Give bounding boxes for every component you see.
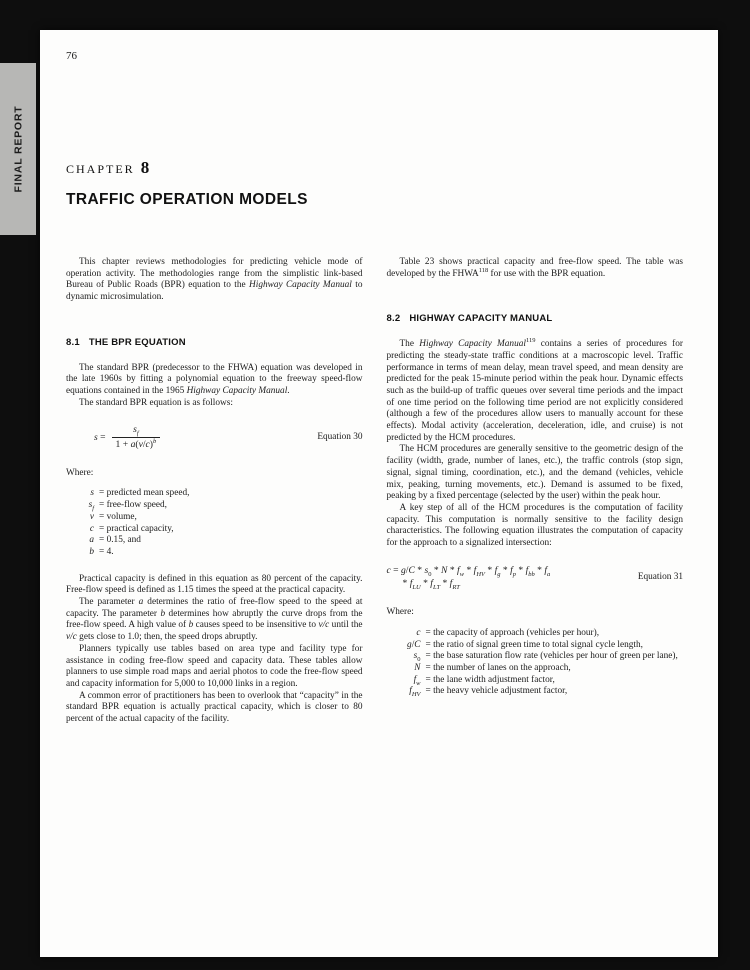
paragraph-parameters: The parameter a determines the ratio of free-flow speed to the speed at capacity. The parameter b determines how abruptly the curve drops from the free-flow speed. A high value of b causes speed to be insensitive to v/c until the v/c gets close to 1.0; then, the speed drops abruptly. bbox=[66, 597, 363, 643]
section-heading-8-2 bbox=[387, 313, 684, 325]
definition-term: c bbox=[416, 627, 421, 638]
definition-row bbox=[74, 524, 363, 536]
section-number: 8.1 bbox=[66, 336, 80, 348]
definition-text: = the base saturation flow rate (vehicles per hour of green per lane), bbox=[425, 651, 678, 662]
equation-30-body bbox=[66, 424, 317, 450]
paragraph-intro: This chapter reviews methodologies for predicting vehicle mode of operation activity. The methodologies range from the simplistic link-based Bureau of Public Roads (BPR) equation to the Highway Capacity Manual to dynamic microsimulation. bbox=[66, 257, 363, 303]
definition-term: g/C bbox=[407, 639, 421, 650]
definition-term: s bbox=[90, 488, 94, 499]
definition-row bbox=[74, 488, 363, 500]
equation-30-lhs: s = bbox=[94, 431, 106, 443]
definitions-list-right bbox=[395, 628, 684, 698]
right-column bbox=[387, 257, 684, 726]
definition-term: a bbox=[89, 535, 94, 546]
definition-term: $f_w$ bbox=[413, 674, 421, 687]
definition-row bbox=[395, 628, 684, 640]
where-label-right: Where: bbox=[386, 607, 414, 618]
definitions-list-left bbox=[74, 488, 363, 558]
equation-30-fraction bbox=[112, 424, 161, 450]
equation-30-label: Equation 30 bbox=[317, 431, 363, 442]
definition-text: = the number of lanes on the approach, bbox=[425, 662, 571, 673]
definition-term: c bbox=[89, 523, 94, 534]
definition-row bbox=[74, 500, 363, 512]
section-title: HIGHWAY CAPACITY MANUAL bbox=[409, 313, 553, 325]
definition-row bbox=[74, 547, 363, 559]
definition-row bbox=[395, 640, 684, 652]
equation-31-line2: * $f_{LU} * f_{LT} * f_{RT}$ bbox=[402, 578, 460, 592]
definition-row bbox=[395, 651, 684, 663]
section-heading-8-1 bbox=[66, 337, 363, 349]
where-label-left: Where: bbox=[66, 467, 94, 478]
paragraph-bpr-history: The standard BPR (predecessor to the FHWA) equation was developed in the late 1960s by fitting a polynomial equation to the freeway speed-flow equations contained in the 1965 Highway Capacity Manual. bbox=[66, 362, 363, 396]
equation-31 bbox=[387, 565, 684, 590]
definition-row bbox=[395, 675, 684, 687]
definition-text: = 0.15, and bbox=[99, 535, 141, 546]
chapter-number: 8 bbox=[140, 158, 150, 177]
definition-row bbox=[74, 535, 363, 547]
definition-text: = predicted mean speed, bbox=[99, 488, 190, 499]
two-column-body bbox=[66, 257, 683, 726]
definition-term: $s_f$ bbox=[88, 500, 94, 512]
section-number: 8.2 bbox=[386, 313, 401, 325]
paragraph-table-23: Table 23 shows practical capacity and free-flow speed. The table was developed by the FHWA$^{118}$ for use with the BPR equation. bbox=[386, 257, 683, 279]
definition-text: = 4. bbox=[99, 546, 114, 557]
chapter-heading bbox=[66, 158, 683, 178]
definition-row bbox=[395, 686, 684, 698]
paragraph-key-step: A key step of all of the HCM procedures is the computation of facility capacity. This computation is normally sensitive to the facility design characteristics. The following equation illustrates the computation of capacity for the approach to a signalized intersection: bbox=[386, 502, 683, 549]
equation-31-label: Equation 31 bbox=[637, 571, 683, 582]
definition-row bbox=[74, 512, 363, 524]
fraction-denominator: $1 + a(v/c)^b$ bbox=[112, 437, 161, 451]
left-column bbox=[66, 257, 363, 726]
paragraph-practical-capacity: Practical capacity is defined in this equation as 80 percent of the capacity. Free-flow speed is defined as 1.15 times the speed at the practical capacity. bbox=[66, 573, 363, 596]
definition-term: $s_0$ bbox=[413, 651, 421, 664]
definition-text: = the heavy vehicle adjustment factor, bbox=[425, 686, 568, 697]
definition-text: = volume, bbox=[99, 511, 137, 522]
paragraph-hcm-sensitivity: The HCM procedures are generally sensitive to the geometric design of the facility (width, grade, number of lanes, etc.), the traffic controls (stop sign, signal, signal timing, coordination, etc.), and the demand (vehicles, vehicle mix, peaking, turning movements, etc.). Demand is assumed to be fixed, peaking by a fixed percentage (selected by the user) within the peak hour. bbox=[386, 444, 683, 502]
page-title: TRAFFIC OPERATION MODELS bbox=[66, 191, 308, 208]
final-report-tab bbox=[0, 63, 36, 235]
definition-row bbox=[395, 663, 684, 675]
definition-term: $f_{HV}$ bbox=[409, 686, 421, 699]
definition-text: = free-flow speed, bbox=[99, 500, 167, 511]
paragraph-as-follows: The standard BPR equation is as follows: bbox=[79, 397, 233, 408]
definition-text: = practical capacity, bbox=[99, 523, 174, 534]
paragraph-hcm-overview: The Highway Capacity Manual$^{119}$ contains a series of procedures for predicting the steady-state traffic conditions at a macroscopic level. Traffic performance in terms of mean delay, mean travel speed, and mean density are predicted for the peak 15-minute period within the peak hour. Dynamic effects such as the build-up of traffic queues over several time periods and the impact of one time period on the following time period are not explicitly considered (although a few of the procedures allow users to manually account for these effects). Modal activity (acceleration, deceleration, idle, and cruise) is not predicted by the HCM procedures. bbox=[386, 337, 684, 443]
page-number: 76 bbox=[66, 50, 77, 62]
equation-31-body bbox=[387, 565, 638, 590]
paragraph-planners: Planners typically use tables based on area type and facility type for assistance in coding free-flow speed and capacity data. These tables allow planners to use simple road maps and aerial photos to code the free-flow speed and capacity information for 5,000 to 10,000 links in a region. bbox=[66, 643, 363, 689]
definition-text: = the ratio of signal green time to total signal cycle length, bbox=[425, 639, 643, 650]
equation-31-line1: $c = g/C * s_0 * N * f_w * f_{HV} * f_g * f_p * f_{bb} * f_a$ bbox=[386, 564, 551, 578]
definition-text: = the capacity of approach (vehicles per hour), bbox=[425, 627, 600, 638]
chapter-word: CHAPTER bbox=[66, 162, 135, 176]
section-title: THE BPR EQUATION bbox=[88, 336, 186, 348]
definition-term: N bbox=[414, 662, 421, 673]
fraction-numerator: $s_f$ bbox=[133, 424, 139, 438]
definition-term: b bbox=[89, 546, 94, 557]
report-page bbox=[40, 30, 718, 957]
equation-30 bbox=[66, 424, 363, 450]
definition-text: = the lane width adjustment factor, bbox=[425, 674, 555, 685]
final-report-tab-label: FINAL REPORT bbox=[12, 105, 24, 193]
definition-term: v bbox=[89, 511, 94, 522]
paragraph-common-error: A common error of practitioners has been to overlook that “capacity” in the standard BPR equation is actually practical capacity, which is closer to 80 percent of the actual capacity of the facility. bbox=[66, 690, 363, 725]
